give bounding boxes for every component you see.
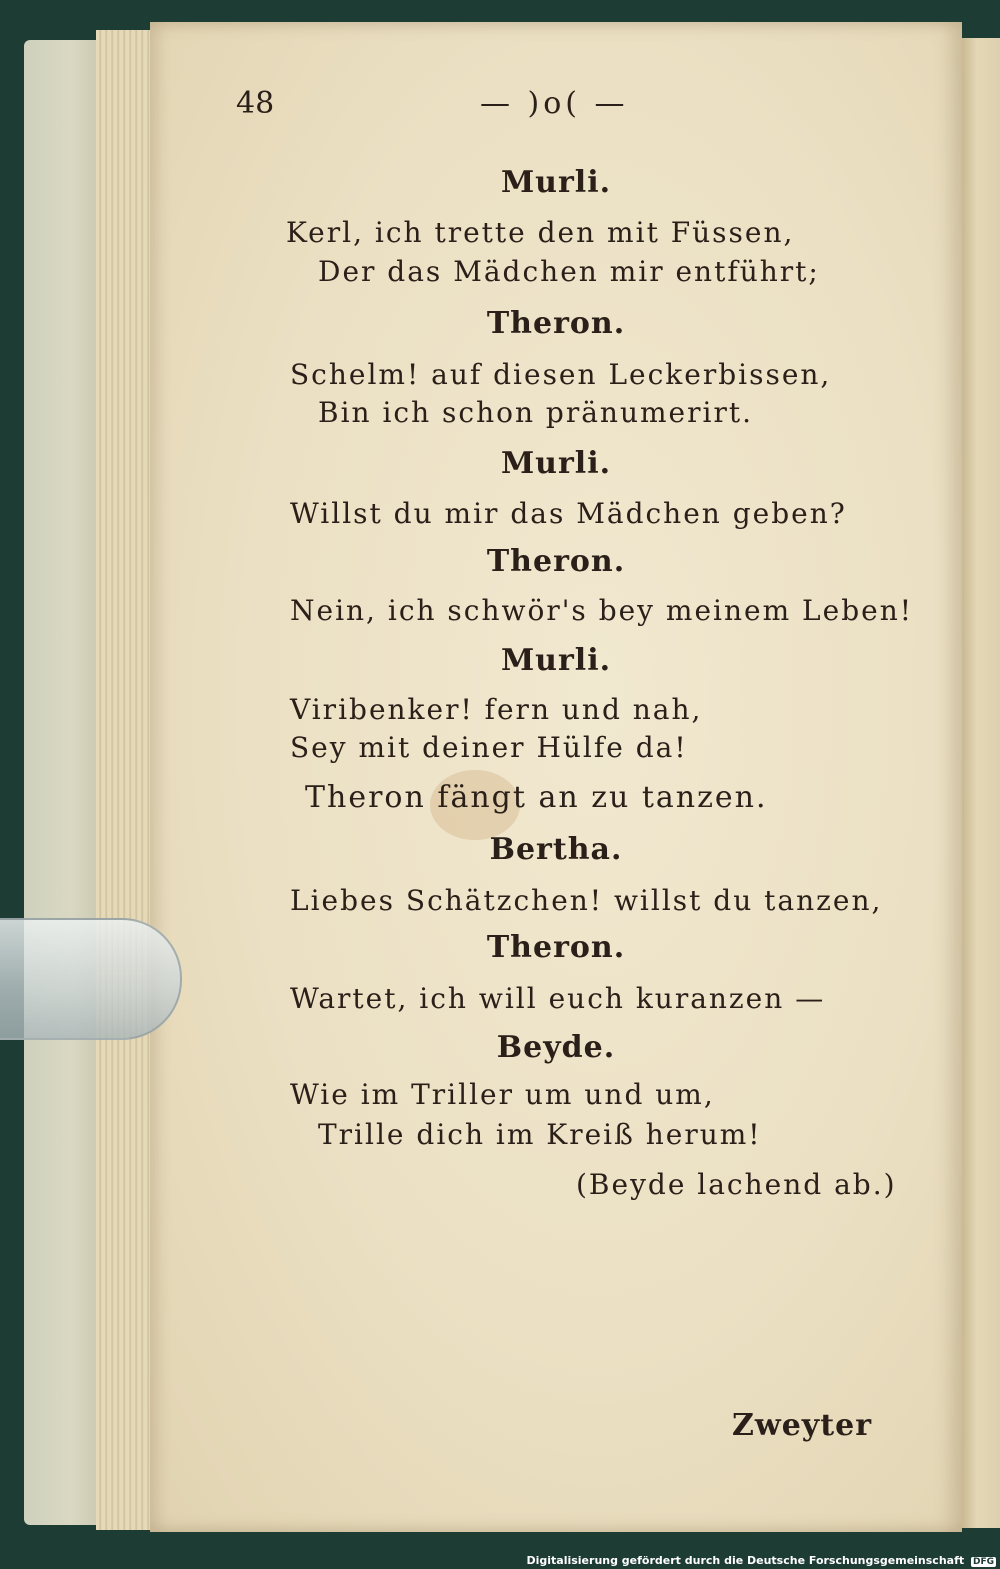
page-number: 48 xyxy=(236,86,275,121)
stage-direction: (Beyde lachend ab.) xyxy=(576,1168,897,1201)
speaker-name: Theron. xyxy=(486,306,626,341)
speaker-name: Murli. xyxy=(500,165,612,200)
verse-line: Bin ich schon pränumerirt. xyxy=(318,396,753,429)
verse-line: Willst du mir das Mädchen geben? xyxy=(290,497,847,530)
verse-line: Liebes Schätzchen! willst du tanzen, xyxy=(290,884,883,917)
page-clip xyxy=(0,918,182,1040)
speaker-name: Murli. xyxy=(500,446,612,481)
speaker-name: Beyde. xyxy=(496,1030,616,1065)
verse-line: Wie im Triller um und um, xyxy=(290,1078,715,1111)
speaker-name: Bertha. xyxy=(489,832,623,867)
stage-direction: Theron fängt an zu tanzen. xyxy=(305,780,768,815)
verse-line: Viribenker! fern und nah, xyxy=(290,693,703,726)
speaker-name: Theron. xyxy=(486,930,626,965)
verse-line: Wartet, ich will euch kuranzen — xyxy=(290,982,826,1015)
dfg-logo: DFG xyxy=(972,1557,994,1567)
facing-page-edge xyxy=(962,38,1000,1528)
cover-edge xyxy=(24,40,104,1525)
verse-line: Sey mit deiner Hülfe da! xyxy=(290,731,688,764)
speaker-name: Theron. xyxy=(486,544,626,579)
verse-line: Nein, ich schwör's bey meinem Leben! xyxy=(290,594,913,627)
speaker-name: Murli. xyxy=(500,643,612,678)
running-head: — )o( — xyxy=(480,86,629,121)
verse-line: Kerl, ich trette den mit Füssen, xyxy=(286,216,795,249)
catchword: Zweyter xyxy=(732,1408,872,1443)
verse-line: Der das Mädchen mir entführt; xyxy=(318,255,820,288)
verse-line: Schelm! auf diesen Leckerbissen, xyxy=(290,358,832,391)
verse-line: Trille dich im Kreiß herum! xyxy=(318,1118,762,1151)
digitization-credit xyxy=(526,1554,996,1567)
credit-text: Digitalisierung gefördert durch die Deutsche Forschungsgemeinschaft xyxy=(526,1554,965,1567)
